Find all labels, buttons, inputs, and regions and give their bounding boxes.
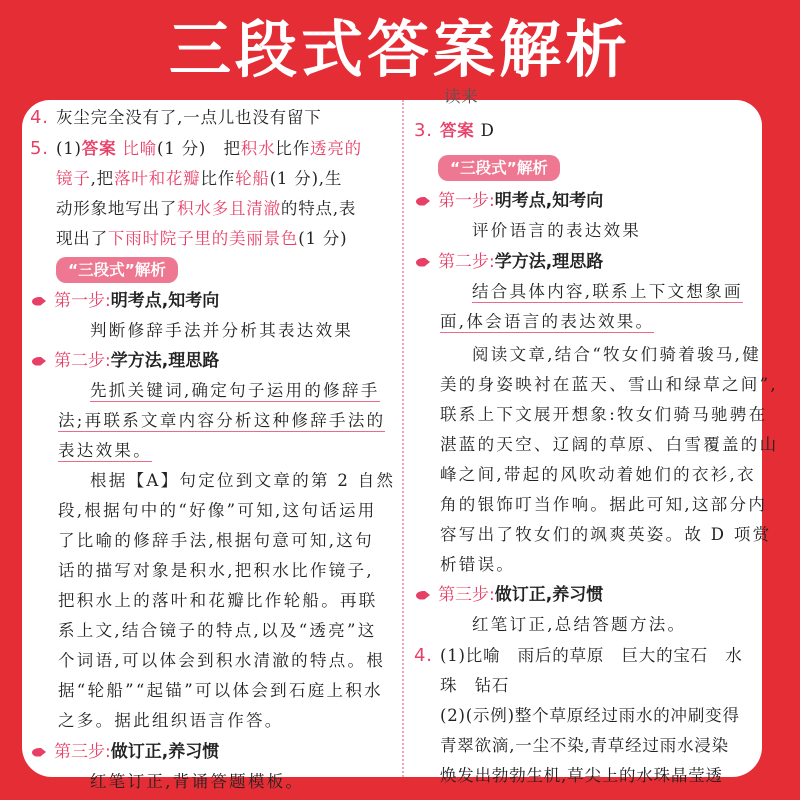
highlight-text: 积水 [240, 139, 276, 158]
three-step-analysis-badge: “三段式”解析 [438, 155, 560, 181]
highlight-text: 轮船 [235, 169, 270, 188]
score-text: (1 分) [157, 139, 207, 158]
text: 比作 [275, 139, 311, 158]
method-line [58, 406, 396, 436]
arrow-bullet-icon [416, 197, 430, 206]
arrow-bullet-icon [32, 748, 46, 757]
step-title: 明考点,知考向 [494, 191, 604, 211]
step-label: 第一步: [438, 191, 495, 211]
analysis-line: 了比喻的修辞手法,根据句意可知,这句 [58, 531, 374, 550]
question-4-line [414, 641, 759, 671]
score-text: (1 分) [298, 229, 348, 248]
analysis-line: 话的描写对象是积水,把积水比作镜子, [58, 561, 374, 580]
answer-text: (1)比喻 雨后的草原 巨大的宝石 水 [440, 646, 743, 665]
highlight-text: 落叶和花瓣 [113, 169, 201, 188]
answer-page [22, 87, 779, 791]
step-2-heading [414, 247, 759, 277]
text: 现出了 [56, 229, 108, 248]
step-3-body: 红笔订正,总结答题方法。 [472, 615, 687, 634]
question-5-line-2 [56, 164, 396, 194]
step-1-body: 评价语言的表达效果 [472, 221, 642, 240]
question-4-line: 焕发出勃勃生机,草尖上的水珠晶莹透 [440, 766, 723, 785]
highlight-text: 下雨时院子里的美丽景色 [107, 229, 299, 248]
step-label: 第二步: [438, 252, 495, 272]
method-line [472, 277, 759, 307]
underlined-text: 先抓关键词,确定句子运用的修辞手 [90, 381, 380, 400]
question-5-line-3 [56, 194, 396, 224]
question-3-answer [414, 116, 759, 146]
answer-choice: D [480, 121, 495, 140]
underlined-text: 结合具体内容,联系上下文想象画 [472, 282, 743, 301]
step-1-heading [30, 286, 396, 316]
step-label: 第三步: [54, 742, 111, 762]
step-title: 学方法,理思路 [110, 351, 220, 371]
step-label: 第一步: [54, 291, 111, 311]
highlight-text: 镜子 [56, 169, 91, 188]
arrow-bullet-icon [32, 357, 46, 366]
banner-title: 三段式答案解析 [168, 13, 631, 86]
arrow-bullet-icon [416, 591, 430, 600]
highlight-text: 透亮的 [310, 139, 362, 158]
sub-question-label: (1) [56, 139, 82, 158]
analysis-line: 峰之间,带起的风吹动着她们的衣衫,衣 [440, 465, 756, 484]
step-title: 做订正,养习惯 [494, 585, 604, 605]
step-2-heading [30, 346, 396, 376]
question-4-line: (2)(示例)整个草原经过雨水的冲刷变得 [440, 706, 740, 725]
underlined-text: 法;再联系文章内容分析这种修辞手法的 [58, 411, 386, 430]
step-title: 学方法,理思路 [494, 252, 604, 272]
step-3-body: 红笔订正,背诵答题模板。 [90, 772, 305, 791]
text: 的特点,表 [280, 199, 357, 218]
analysis-line: 湛蓝的天空、辽阔的草原、白雪覆盖的山 [440, 435, 779, 454]
answer-label: 答案 [440, 121, 475, 140]
method-line [90, 376, 396, 406]
step-label: 第二步: [54, 351, 111, 371]
analysis-line: 角的银饰叮当作响。据此可知,这部分内 [440, 495, 768, 514]
arrow-bullet-icon [32, 297, 46, 306]
text: 动形象地写出了 [56, 199, 178, 218]
question-number: 5. [30, 138, 49, 159]
question-number: 4. [30, 107, 49, 128]
question-4-answer [30, 103, 396, 133]
method-line [440, 307, 759, 337]
step-1-body: 判断修辞手法并分析其表达效果 [90, 321, 354, 340]
answer-label: 答案 [81, 139, 117, 158]
step-3-heading [414, 580, 759, 610]
left-column [30, 100, 396, 791]
analysis-line: 个词语,可以体会到积水清澈的特点。根 [58, 651, 386, 670]
question-4-line: 珠 钻石 [440, 676, 510, 695]
text: 比作 [200, 169, 236, 188]
text: 把 [223, 139, 241, 158]
question-4-line: 青翠欲滴,一尘不染,青草经过雨水浸染 [440, 736, 729, 755]
column-divider [402, 100, 404, 777]
analysis-line: 系上文,结合镜子的特点,以及“透亮”这 [58, 621, 377, 640]
analysis-line: 之多。据此组织语言作答。 [58, 711, 284, 730]
step-title: 做订正,养习惯 [110, 742, 220, 762]
analysis-line: 段,根据句中的“好像”可知,这句话运用 [58, 501, 377, 520]
step-1-heading [414, 186, 759, 216]
highlight-text: 积水多且清澈 [177, 199, 281, 218]
question-number: 3. [414, 120, 433, 141]
right-column [414, 87, 779, 785]
step-title: 明考点,知考向 [110, 291, 220, 311]
analysis-line: 把积水上的落叶和花瓣比作轮船。再联 [58, 591, 378, 610]
analysis-line: 容写出了牧女们的飒爽英姿。故 D 项赏 [440, 525, 772, 544]
question-5-line-1 [30, 134, 396, 164]
text: (1 分),生 [269, 169, 343, 188]
answer-text: 灰尘完全没有了,一点儿也没有留下 [56, 108, 322, 127]
arrow-bullet-icon [416, 258, 430, 267]
underlined-text: 表达效果。 [58, 441, 152, 460]
analysis-line: 阅读文章,结合“牧女们骑着骏马,健 [472, 345, 762, 364]
analysis-line: 联系上下文展开想象:牧女们骑马驰骋在 [440, 405, 768, 424]
question-5-line-4 [56, 224, 396, 254]
question-number: 4. [414, 645, 433, 666]
clipped-text: 读来 [444, 87, 479, 106]
method-line [58, 436, 396, 466]
highlight-text: 比喻 [122, 139, 158, 158]
analysis-line: 美的身姿映衬在蓝天、雪山和绿草之间”, [440, 375, 778, 394]
analysis-line: 据“轮船”“起锚”可以体会到石庭上积水 [58, 681, 383, 700]
three-step-analysis-badge: “三段式”解析 [56, 257, 178, 283]
step-3-heading [30, 737, 396, 767]
text: ,把 [90, 169, 114, 188]
analysis-line: 根据【A】句定位到文章的第 2 自然 [90, 471, 396, 490]
step-label: 第三步: [438, 585, 495, 605]
underlined-text: 面,体会语言的表达效果。 [440, 312, 655, 331]
analysis-line: 析错误。 [440, 555, 516, 574]
